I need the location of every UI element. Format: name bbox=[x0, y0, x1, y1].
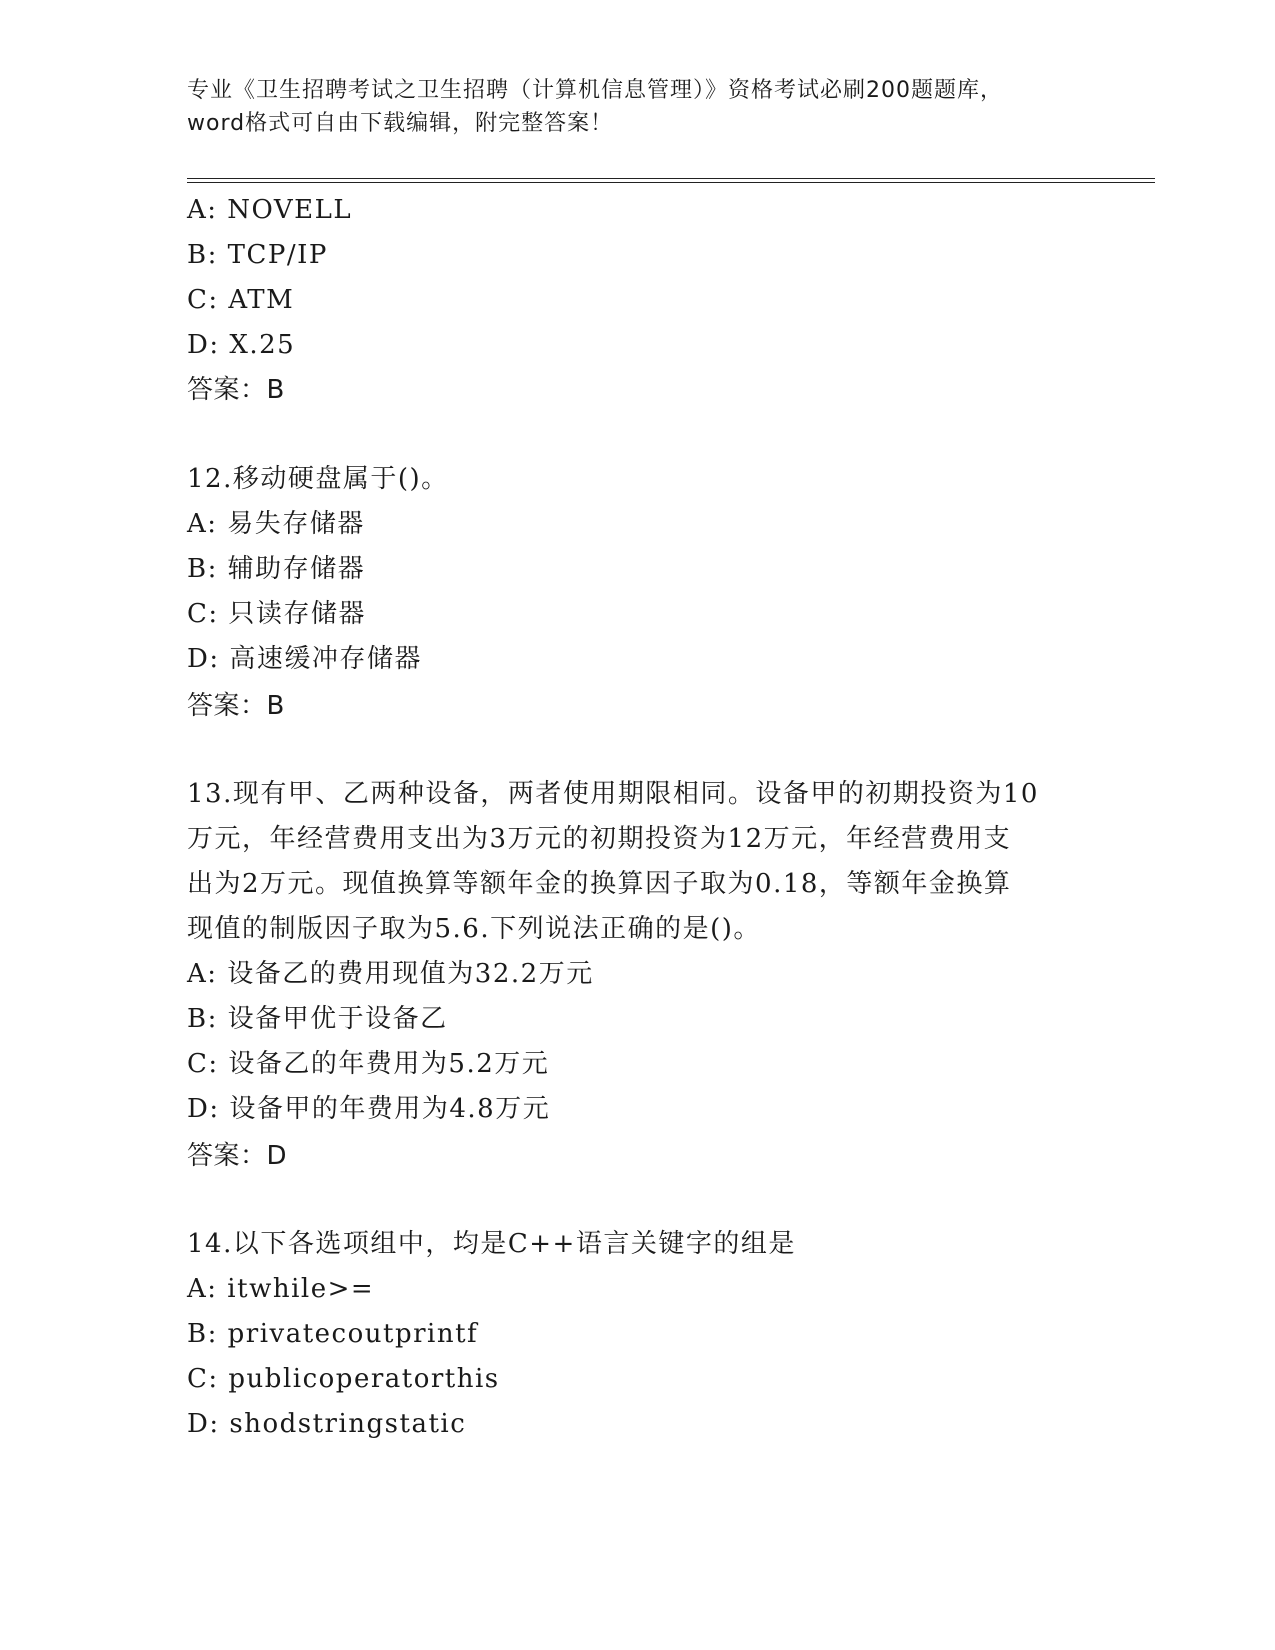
q11-option-d: D: X.25 bbox=[187, 330, 296, 360]
q13-question-line-1: 13.现有甲、乙两种设备，两者使用期限相同。设备甲的初期投资为10 bbox=[187, 779, 1039, 809]
header-divider-top bbox=[187, 178, 1155, 179]
q12-answer: 答案：B bbox=[187, 691, 285, 721]
header-line-2: word格式可自由下载编辑，附完整答案！ bbox=[187, 111, 614, 136]
q14-option-d: D: shodstringstatic bbox=[187, 1409, 467, 1439]
q11-option-a: A: NOVELL bbox=[187, 195, 353, 225]
q13-option-a: A: 设备乙的费用现值为32.2万元 bbox=[187, 959, 594, 989]
q12-option-a: A: 易失存储器 bbox=[187, 509, 365, 539]
q14-option-c: C: publicoperatorthis bbox=[187, 1364, 500, 1394]
header-divider-bottom bbox=[187, 182, 1155, 183]
q13-option-d: D: 设备甲的年费用为4.8万元 bbox=[187, 1094, 551, 1124]
document-header bbox=[187, 74, 1087, 140]
q13-question-line-2: 万元，年经营费用支出为3万元的初期投资为12万元，年经营费用支 bbox=[187, 824, 1012, 854]
q12-option-b: B: 辅助存储器 bbox=[187, 554, 366, 584]
q13-answer: 答案：D bbox=[187, 1141, 288, 1171]
q11-answer: 答案：B bbox=[187, 375, 285, 405]
q12-option-c: C: 只读存储器 bbox=[187, 599, 366, 629]
q13-question-line-3: 出为2万元。现值换算等额年金的换算因子取为0.18，等额年金换算 bbox=[187, 869, 1012, 899]
header-line-1: 专业《卫生招聘考试之卫生招聘（计算机信息管理）》资格考试必刷200题题库， bbox=[187, 78, 1003, 103]
q14-option-b: B: privatecoutprintf bbox=[187, 1319, 479, 1349]
q13-question-line-4: 现值的制版因子取为5.6.下列说法正确的是()。 bbox=[187, 914, 761, 944]
q14-option-a: A: itwhile>= bbox=[187, 1274, 375, 1304]
q11-option-c: C: ATM bbox=[187, 285, 295, 315]
q14-question: 14.以下各选项组中，均是C++语言关键字的组是 bbox=[187, 1229, 796, 1259]
q13-option-b: B: 设备甲优于设备乙 bbox=[187, 1004, 448, 1034]
q13-option-c: C: 设备乙的年费用为5.2万元 bbox=[187, 1049, 550, 1079]
q12-question: 12.移动硬盘属于()。 bbox=[187, 464, 449, 494]
q11-option-b: B: TCP/IP bbox=[187, 240, 328, 270]
q12-option-d: D: 高速缓冲存储器 bbox=[187, 644, 422, 674]
